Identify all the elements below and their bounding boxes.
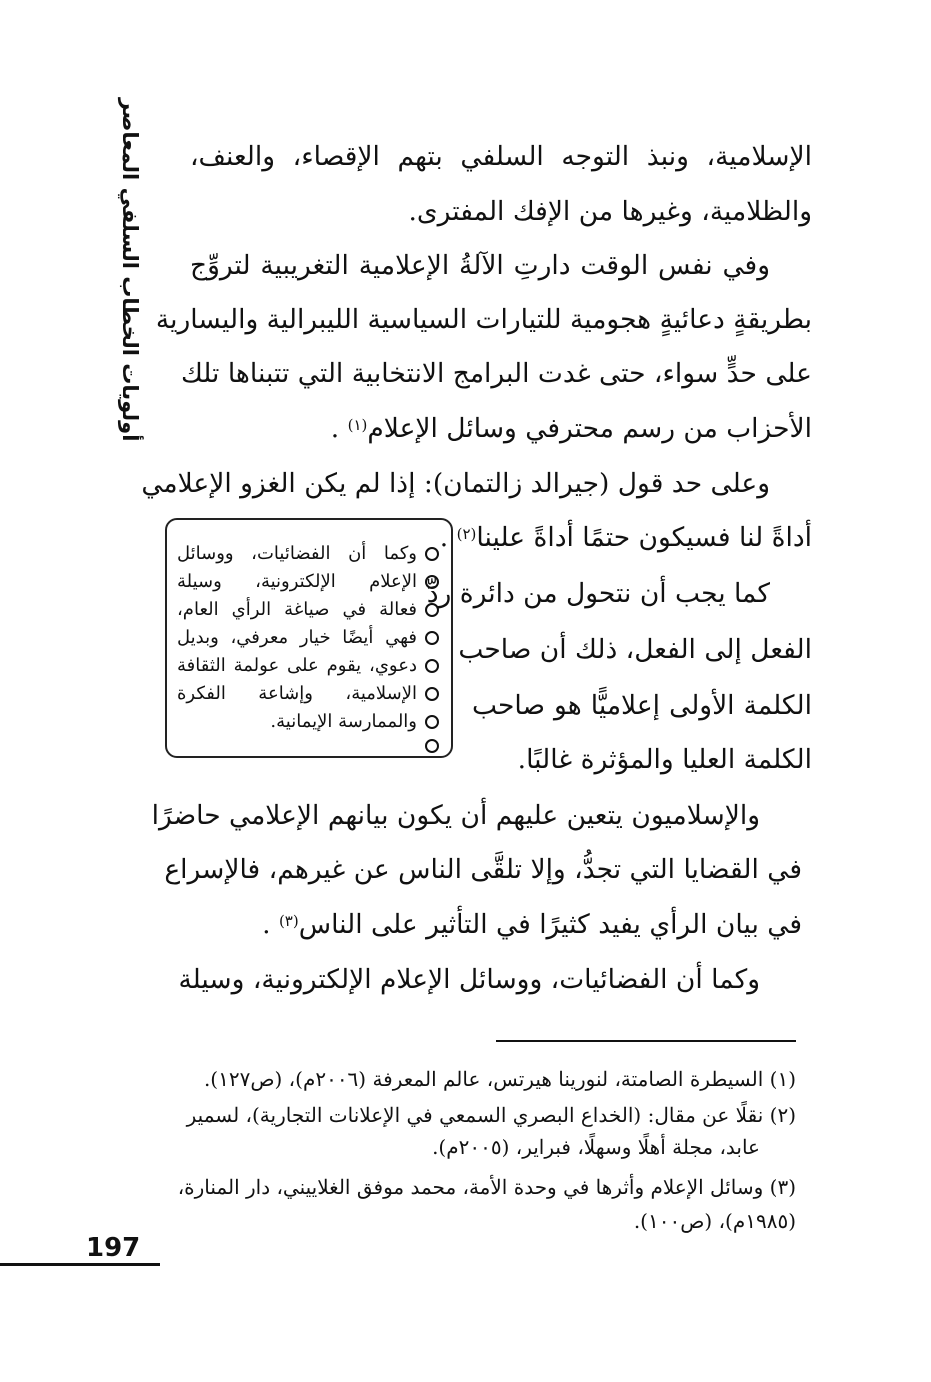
callout-box [165,518,453,758]
body-text: الأحزاب من رسم محترفي وسائل الإعلام [367,413,812,444]
bullet-circle-icon [425,687,439,701]
body-line [190,409,812,449]
page-number: 197 [86,1233,141,1263]
period: . [262,909,271,940]
body-line: وكما أن الفضائيات، ووسائل الإعلام الإلكترونية، وسيلة [178,964,760,995]
callout-line: الإعلام الإلكترونية، وسيلة [177,568,439,596]
footnote-line: (١) السيطرة الصامتة، لنورينا هيرتس، عالم المعرفة (٢٠٠٦م)، (ص١٢٧). [203,1067,796,1091]
body-line: الإسلامية، ونبذ التوجه السلفي بتهم الإقصاء، والعنف، [190,141,812,172]
footnote-ref: (١) [347,416,368,434]
footnote-ref: (٣) [278,912,299,930]
body-text: في بيان الرأي يفيد كثيرًا في التأثير على الناس [298,909,802,940]
footnote-separator [496,1040,796,1042]
callout-line [177,732,439,760]
bullet-circle-icon [425,739,439,753]
body-line: كما يجب أن نتحول من دائرة ردِّ [426,578,770,609]
bullet-circle-icon [425,631,439,645]
body-line: الكلمة العليا والمؤثرة غالبًا. [517,744,812,775]
callout-line: وكما أن الفضائيات، ووسائل [177,540,439,568]
body-line: والظلامية، وغيرها من الإفك المفترى. [408,196,812,227]
period: . [439,522,449,553]
footnote-line: (٣) وسائل الإعلام وأثرها في وحدة الأمة، محمد موفق الغلاييني، دار المنارة، [177,1175,796,1199]
body-line: في القضايا التي تجدُّ، وإلا تلقَّى الناس عن غيرهم، فالإسراع [164,854,802,885]
body-line: والإسلاميون يتعين عليهم أن يكون بيانهم الإعلامي حاضرًا [151,800,760,831]
body-text: أداةً لنا فسيكون حتمًا أداةً علينا [476,522,812,553]
bullet-circle-icon [425,659,439,673]
footnote-line: عابد، مجلة أهلًا وسهلًا، فبراير، (٢٠٠٥م). [432,1135,760,1159]
body-line: بطريقةٍ دعائيةٍ هجومية للتيارات السياسية الليبرالية واليسارية [155,304,812,335]
bullet-circle-icon [425,547,439,561]
bullet-circle-icon [425,715,439,729]
callout-line: فهي أيضًا خيار معرفي، وبديل [177,624,439,652]
callout-line: والممارسة الإيمانية. [177,708,439,736]
body-line [439,518,812,558]
footnote-ref: (٢) [456,525,477,543]
bullet-circle-icon [425,575,439,589]
body-line: الكلمة الأولى إعلاميًّا هو صاحب [472,690,812,721]
footnote-line: (٢) نقلًا عن مقال: (الخداع البصري السمعي في الإعلانات التجارية)، لسمير [186,1103,796,1127]
body-line [180,905,802,945]
callout-line: الإسلامية، وإشاعة الفكرة [177,680,439,708]
period: . [330,413,340,444]
page-number-rule [0,1263,160,1266]
footnote-line: (١٩٨٥م)، (ص١٠٠). [633,1209,796,1233]
body-line: وعلى حد قول (جيرالد زالتمان): إذا لم يكن الغزو الإعلامي [141,468,770,499]
body-line: وفي نفس الوقت دارتِ الآلةُ الإعلامية التغريبية لتروِّج [190,250,770,281]
running-title: أولويات الخطاب السلفي المعاصر [118,98,142,442]
bullet-circle-icon [425,603,439,617]
body-line: على حدٍّ سواء، حتى غدت البرامج الانتخابية التي تتبناها تلك [180,358,812,389]
body-line: الفعل إلى الفعل، ذلك أن صاحب [458,634,812,665]
callout-line: دعوي، يقوم على عولمة الثقافة [177,652,439,680]
callout-line: فعالة في صياغة الرأي العام، [177,596,439,624]
